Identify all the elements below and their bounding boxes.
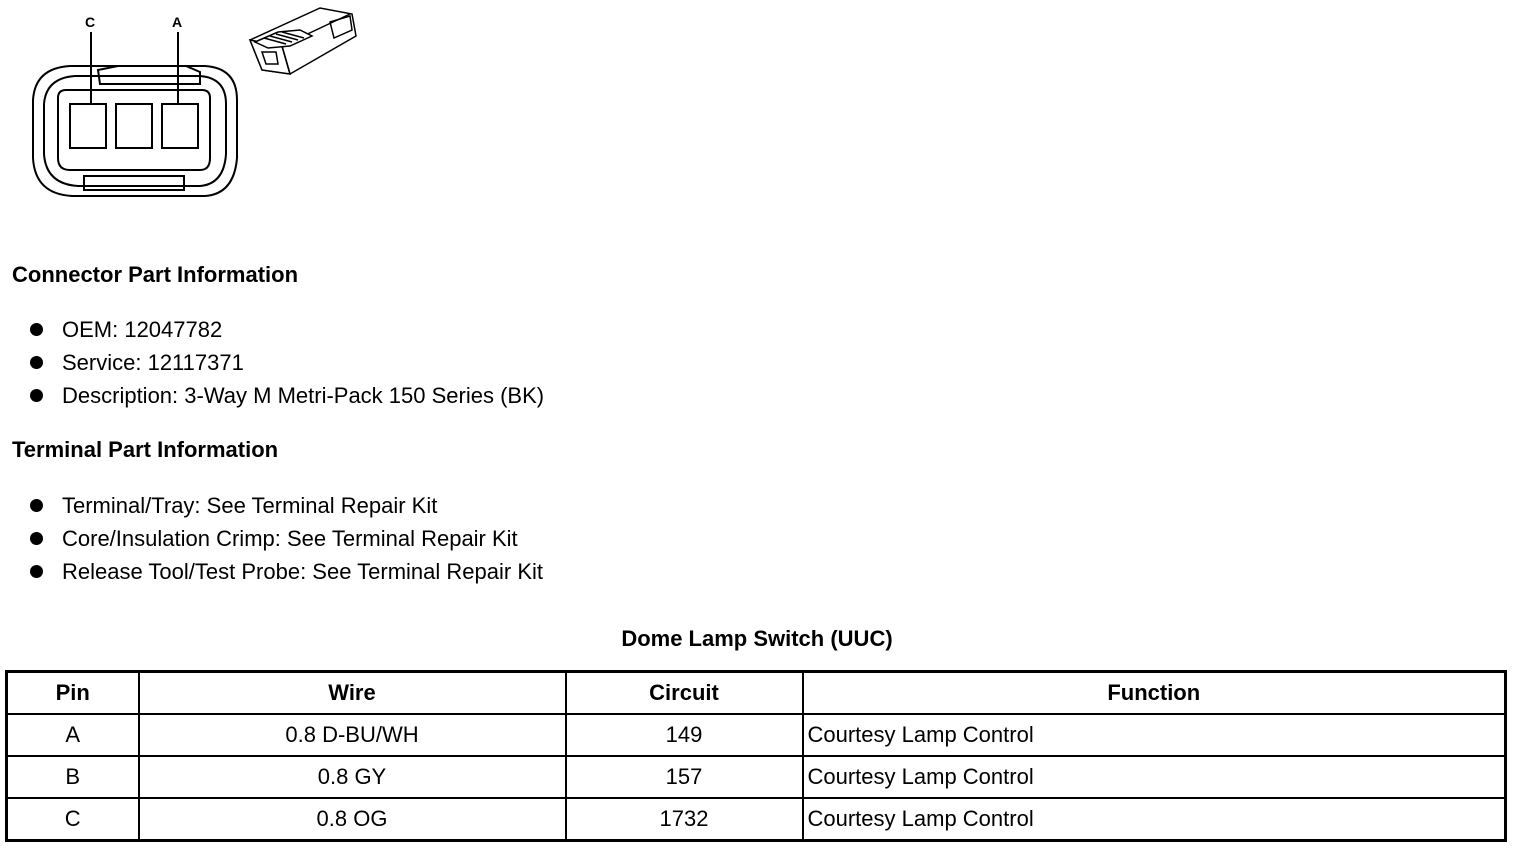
cavity-c: [70, 104, 106, 148]
list-item-text: Service: 12117371: [62, 350, 244, 375]
bullet-icon: [30, 389, 43, 402]
cell-wire: 0.8 OG: [139, 798, 566, 841]
list-item: [28, 522, 543, 555]
cell-circuit: 1732: [566, 798, 803, 841]
table-row: [7, 798, 1506, 841]
list-item-text: OEM: 12047782: [62, 317, 223, 342]
header-wire: Wire: [139, 672, 566, 715]
bullet-icon: [30, 323, 43, 336]
list-item: [28, 313, 544, 346]
cell-function: Courtesy Lamp Control: [803, 714, 1506, 756]
terminal-part-info-list: [28, 489, 543, 588]
cell-wire: 0.8 D-BU/WH: [139, 714, 566, 756]
list-item: [28, 346, 544, 379]
header-function: Function: [803, 672, 1506, 715]
connector-diagram: [0, 0, 400, 220]
connector-part-info-list: [28, 313, 544, 412]
pin-label-a: A: [172, 14, 183, 30]
cell-circuit: 157: [566, 756, 803, 798]
connector-part-info-heading: Connector Part Information: [12, 262, 299, 287]
cell-wire: 0.8 GY: [139, 756, 566, 798]
bullet-icon: [30, 565, 43, 578]
pin-label-c: C: [85, 14, 96, 30]
connector-isometric-icon: [250, 8, 356, 74]
list-item: [28, 379, 544, 412]
list-item-text: Terminal/Tray: See Terminal Repair Kit: [62, 493, 438, 518]
cell-pin: C: [7, 798, 139, 841]
cell-pin: A: [7, 714, 139, 756]
cell-circuit: 149: [566, 714, 803, 756]
cavity-a: [162, 104, 198, 148]
cell-function: Courtesy Lamp Control: [803, 798, 1506, 841]
pin-table: [5, 670, 1507, 842]
cavity-b: [116, 104, 152, 148]
bullet-icon: [30, 356, 43, 369]
list-item: [28, 555, 543, 588]
list-item-text: Core/Insulation Crimp: See Terminal Repair Kit: [62, 526, 518, 551]
header-circuit: Circuit: [566, 672, 803, 715]
pin-table-title: Dome Lamp Switch (UUC): [621, 626, 893, 651]
table-header-row: [7, 672, 1506, 715]
table-row: [7, 756, 1506, 798]
connector-face: [33, 66, 237, 196]
cell-function: Courtesy Lamp Control: [803, 756, 1506, 798]
list-item-text: Description: 3-Way M Metri-Pack 150 Series (BK): [62, 383, 545, 408]
table-row: [7, 714, 1506, 756]
terminal-part-info-heading: Terminal Part Information: [12, 437, 279, 462]
bullet-icon: [30, 532, 43, 545]
list-item-text: Release Tool/Test Probe: See Terminal Repair Kit: [62, 559, 543, 584]
list-item: [28, 489, 543, 522]
header-pin: Pin: [7, 672, 139, 715]
cell-pin: B: [7, 756, 139, 798]
bullet-icon: [30, 499, 43, 512]
